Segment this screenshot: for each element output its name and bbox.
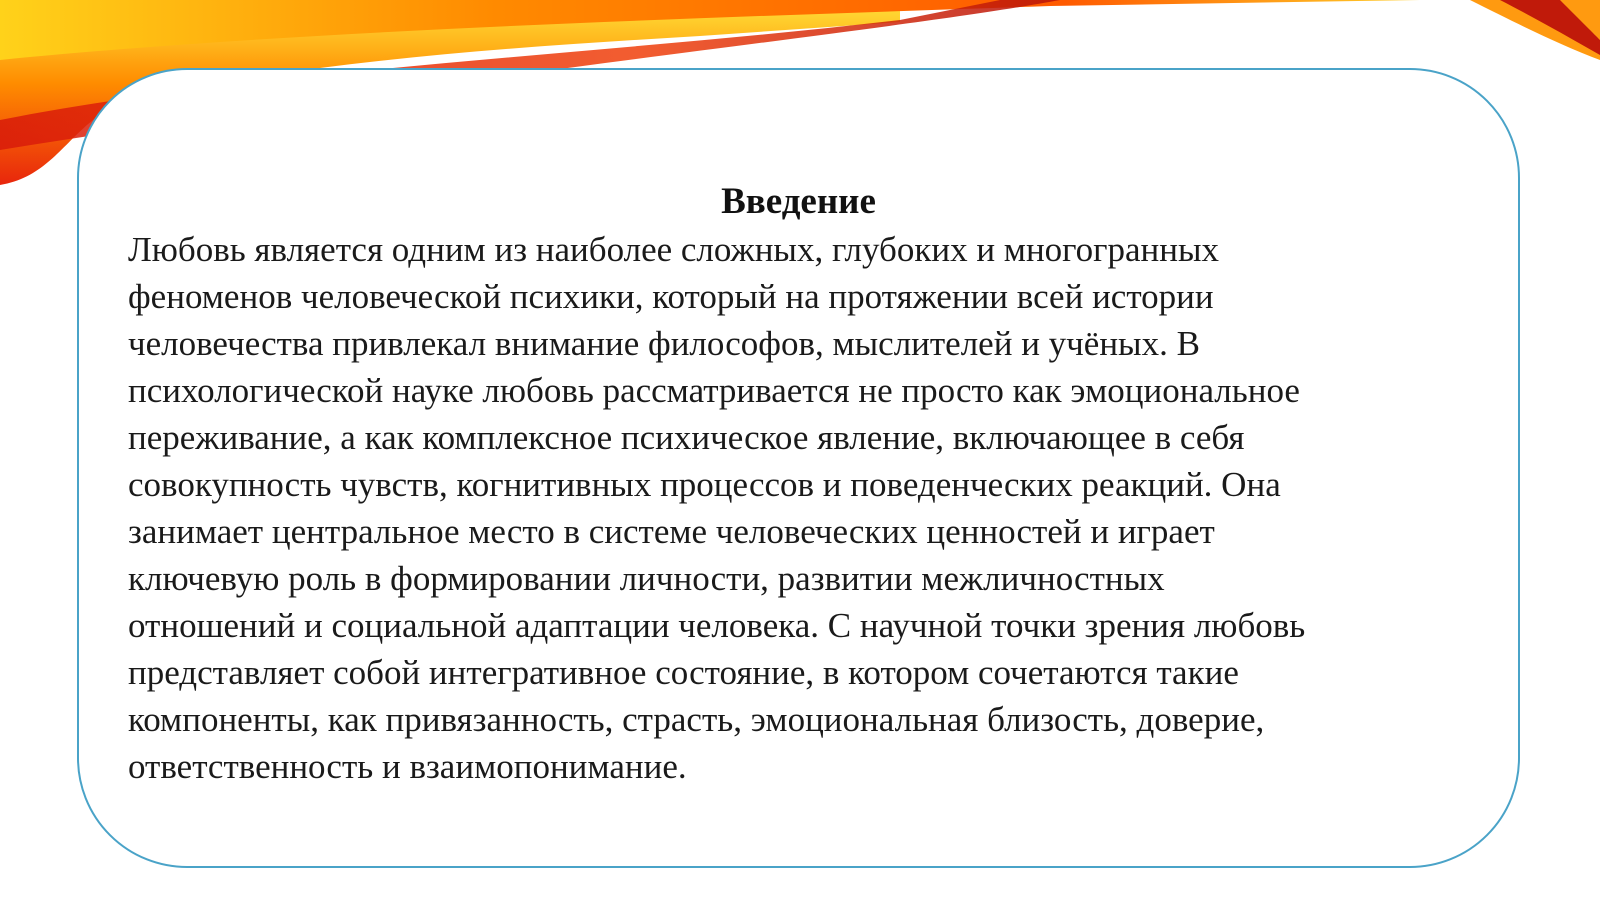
slide-title: Введение <box>721 181 876 222</box>
body-line: занимает центральное место в системе человеческих ценностей и играет <box>128 512 1215 551</box>
body-line: ключевую роль в формировании личности, развитии межличностных <box>128 559 1165 598</box>
body-line: отношений и социальной адаптации человека. С научной точки зрения любовь <box>128 606 1306 645</box>
body-line: переживание, а как комплексное психическое явление, включающее в себя <box>128 418 1245 457</box>
body-line: представляет собой интегративное состояние, в котором сочетаются такие <box>128 653 1239 692</box>
body-line: психологической науке любовь рассматривается не просто как эмоциональное <box>128 371 1300 410</box>
body-paragraph <box>128 226 1478 790</box>
body-line: совокупность чувств, когнитивных процессов и поведенческих реакций. Она <box>128 465 1281 504</box>
body-line: компоненты, как привязанность, страсть, эмоциональная близость, доверие, <box>128 700 1265 739</box>
body-line: Любовь является одним из наиболее сложных, глубоких и многогранных <box>128 230 1220 269</box>
body-line: ответственность и взаимопонимание. <box>128 747 687 786</box>
body-line: человечества привлекал внимание философов, мыслителей и учёных. В <box>128 324 1200 363</box>
body-line: феноменов человеческой психики, который на протяжении всей истории <box>128 277 1214 316</box>
